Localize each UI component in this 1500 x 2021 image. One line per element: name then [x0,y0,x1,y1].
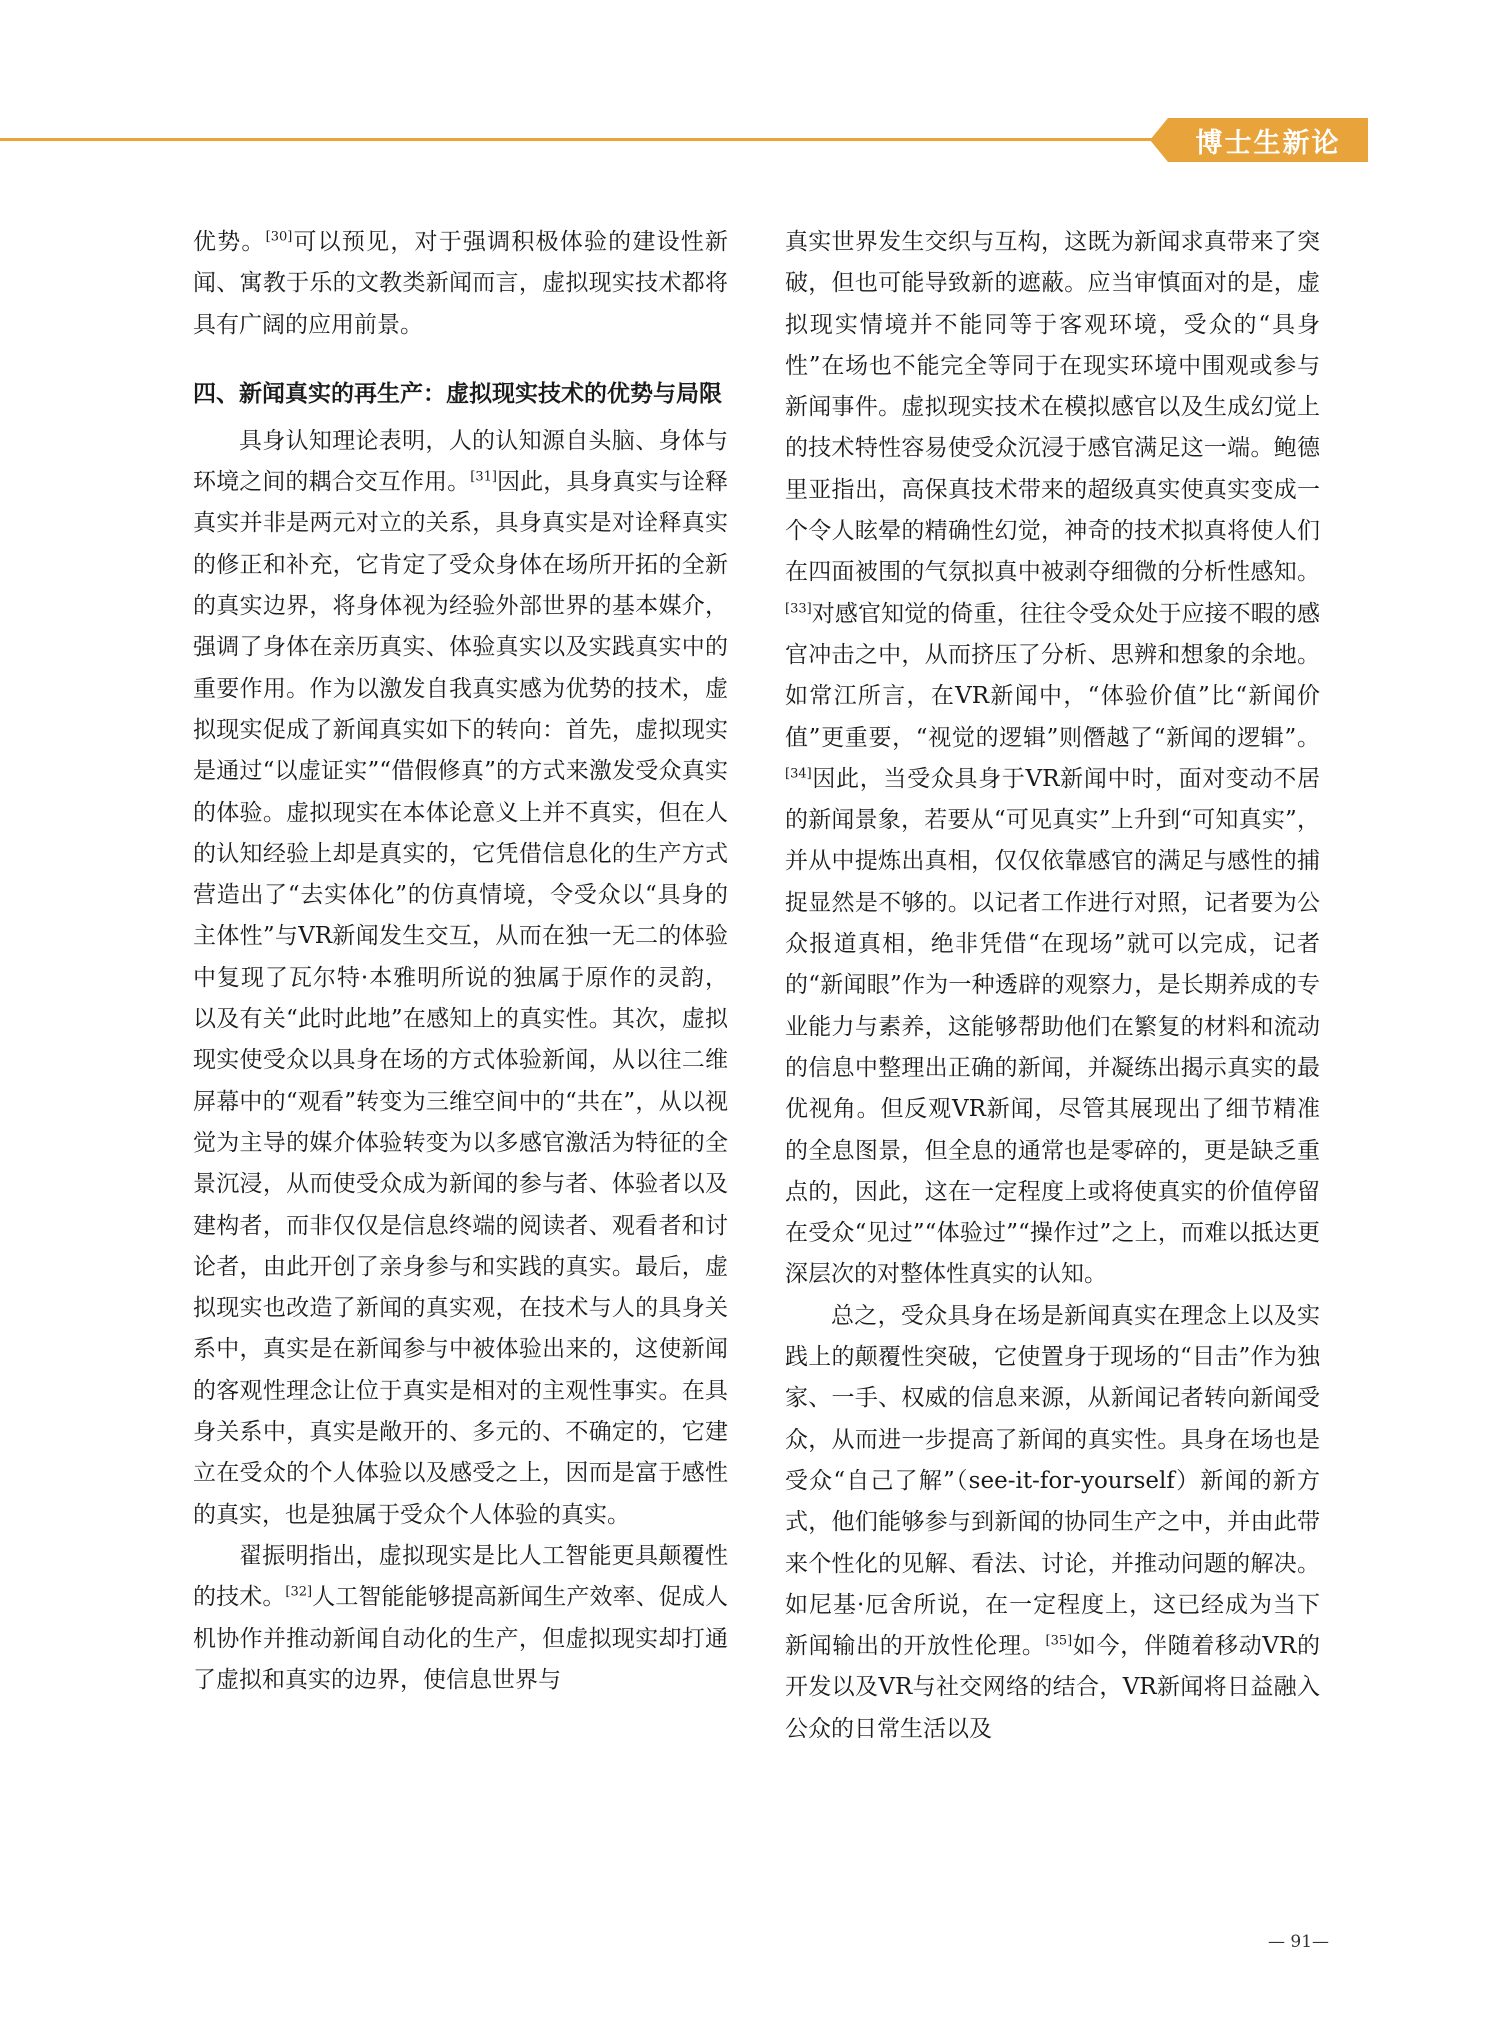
paragraph-text: 人工智能能够提高新闻生产效率、促成人机协作并推动新闻自动化的生产，但虚拟现实却打通了虚拟和真实的边界，使信息世界与 [193,1584,729,1693]
paragraph [785,222,1320,1296]
paragraph-text: 对感官知觉的倚重，往往令受众处于应接不暇的感官冲击之中，从而挤压了分析、思辨和想象的余地。如常江所言，在VR新闻中，“体验价值”比“新闻价值”更重要，“视觉的逻辑”则僭越了“新闻的逻辑”。 [785,600,1320,751]
paragraph-text: 真实世界发生交织与互构，这既为新闻求真带来了突破，但也可能导致新的遮蔽。应当审慎面对的是，虚拟现实情境并不能同等于客观环境，受众的“具身性”在场也不能完全等同于在现实环境中围观或参与新闻事件。虚拟现实技术在模拟感官以及生成幻觉上的技术特性容易使受众沉浸于感官满足这一端。鲍德里亚指出，高保真技术带来的超级真实使真实变成一个令人眩晕的精确性幻觉，神奇的技术拟真将使人们在四面被围的气氛拟真中被剥夺细微的分析性感知。 [785,229,1320,586]
page-number: — 91— [1268,1932,1330,1952]
section-heading: 四、新闻真实的再生产：虚拟现实技术的优势与局限 [193,380,722,407]
header-rule [0,138,1168,141]
citation-ref: [35] [1045,1633,1073,1649]
section-tab [1168,118,1368,162]
paragraph [785,1296,1320,1750]
paragraph [193,1536,728,1701]
paragraph-text: 优势。 [193,229,266,255]
citation-ref: [31] [470,469,497,485]
citation-ref: [34] [785,766,812,782]
paragraph-text: 翟振明指出，虚拟现实是比人工智能更具颠覆性的技术。 [193,1542,728,1611]
left-column [193,222,728,1701]
paragraph-text: 具身认知理论表明，人的认知源自头脑、身体与环境之间的耦合交互作用。 [193,427,728,496]
citation-ref: [30] [265,229,293,245]
right-column [785,222,1320,1750]
paragraph [193,421,728,1536]
paragraph-text: 因此，具身真实与诠释真实并非是两元对立的关系，具身真实是对诠释真实的修正和补充，它肯定了受众身体在场所开拓的全新的真实边界，将身体视为经验外部世界的基本媒介，强调了身体在亲历真实、体验真实以及实践真实中的重要作用。作为以激发自我真实感为优势的技术，虚拟现实促成了新闻真实如下的转向：首先，虚拟现实是通过“以虚证实”“借假修真”的方式来激发受众真实的体验。虚拟现实在本体论意义上并不真实，但在人的认知经验上却是真实的，它凭借信息化的生产方式营造出了“去实体化”的仿真情境，令受众以“具身的主体性”与VR新闻发生交互，从而在独一无二的体验中复现了瓦尔特·本雅明所说的独属于原作的灵韵，以及有关“此时此地”在感知上的真实性。其次，虚拟现实使受众以具身在场的方式体验新闻，从以往二维屏幕中的“观看”转变为三维空间中的“共在”，从以视觉为主导的媒介体验转变为以多感官激活为特征的全景沉浸，从而使受众成为新闻的参与者、体验者以及建构者，而非仅仅是信息终端的阅读者、观看者和讨论者，由此开创了亲身参与和实践的真实。最后，虚拟现实也改造了新闻的真实观，在技术与人的具身关系中，真实是在新闻参与中被体验出来的，这使新闻的客观性理念让位于真实是相对的主观性事实。在具身关系中，真实是敞开的、多元的、不确定的，它建立在受众的个人体验以及感受之上，因而是富于感性的真实，也是独属于受众个人体验的真实。 [193,469,729,1528]
citation-ref: [33] [785,601,812,617]
paragraph [193,222,728,346]
paragraph-text: 总之，受众具身在场是新闻真实在理念上以及实践上的颠覆性突破，它使置身于现场的“目击”作为独家、一手、权威的信息来源，从新闻记者转向新闻受众，从而进一步提高了新闻的真实性。具身在场也是受众“自己了解”（see-it-for-yourself）新闻的新方式，他们能够参与到新闻的协同生产之中，并由此带来个性化的见解、看法、讨论，并推动问题的解决。如尼基·厄舍所说，在一定程度上，这已经成为当下新闻输出的开放性伦理。 [785,1302,1320,1660]
paragraph-text: 可以预见，对于强调积极体验的建设性新闻、寓教于乐的文教类新闻而言，虚拟现实技术都将具有广阔的应用前景。 [193,229,729,338]
section-label: 博士生新论 [1195,127,1341,159]
paragraph-text: 如今，伴随着移动VR的开发以及VR与社交网络的结合，VR新闻将日益融入公众的日常生活以及 [785,1633,1320,1742]
citation-ref: [32] [285,1584,313,1600]
paragraph-text: 因此，当受众具身于VR新闻中时，面对变动不居的新闻景象，若要从“可见真实”上升到“可知真实”，并从中提炼出真相，仅仅依靠感官的满足与感性的捕捉显然是不够的。以记者工作进行对照，记者要为公众报道真相，绝非凭借“在现场”就可以完成，记者的“新闻眼”作为一种透辟的观察力，是长期养成的专业能力与素养，这能够帮助他们在繁复的材料和流动的信息中整理出正确的新闻，并凝练出揭示真实的最优视角。但反观VR新闻，尽管其展现出了细节精准的全息图景，但全息的通常也是零碎的，更是缺乏重点的，因此，这在一定程度上或将使真实的价值停留在受众“见过”“体验过”“操作过”之上，而难以抵达更深层次的对整体性真实的认知。 [785,765,1320,1288]
